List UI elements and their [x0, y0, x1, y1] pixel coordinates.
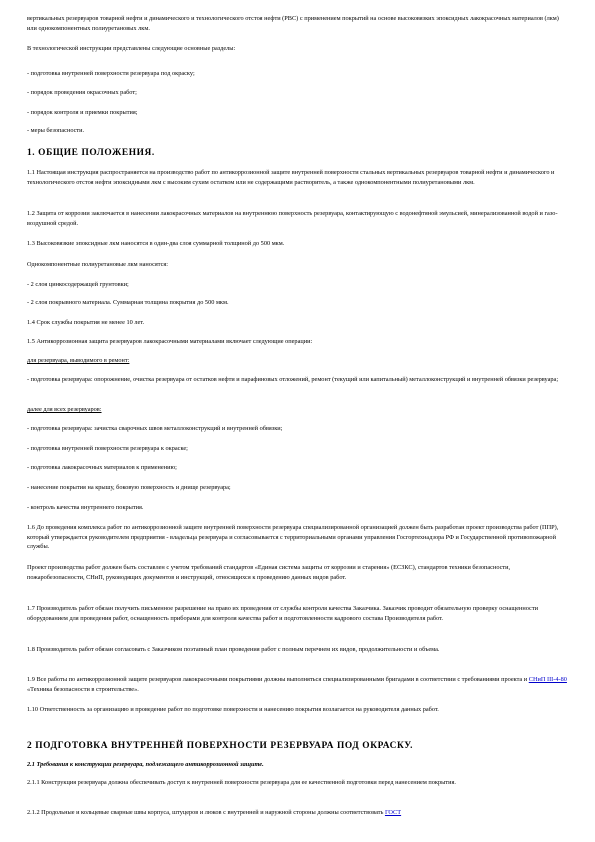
- paragraph-1-5-item-1: - подготовка резервуара: зачистка сварочных швов металлоконструкций и внутренней обвязки;: [27, 425, 283, 432]
- paragraph-1-1: 1.1 Настоящая инструкция распространяется на производство работ по антикоррозионной защите внутренней поверхности стальных вертикальных резервуаров товарной нефти и динамического и технологического отстоя нефти эпоксидными лкм с высоким сухим остатком или не содержащими растворитель, а также однокомпонентными полиуретановыми лкм.: [27, 169, 555, 186]
- paragraph-1-5-item-4: - нанесение покрытия на крышу, боковую поверхность и днище резервуара;: [27, 484, 231, 491]
- paragraph-1-9: [27, 675, 569, 694]
- snip-link[interactable]: СНиП III-4-80: [528, 676, 567, 683]
- paragraph-1-6: 1.6 До проведения комплекса работ по антикоррозионной защите внутренней поверхности резервуара специализированной организацией должен быть разработан проект производства работ (ППР), который утверждается руководителем предприятия - владельца резервуара и согласовывается с территориальными органами управления Госгортехнадзора РФ и Государственной противопожарной службы.: [27, 524, 559, 551]
- paragraph-1-5-item-2: - подготовка внутренней поверхности резервуара к окраске;: [27, 445, 188, 452]
- paragraph-1-5-item-3: - подготовка лакокрасочных материалов к применению;: [27, 464, 177, 471]
- intro-sections-lead: В технологической инструкции представлены следующие основные разделы:: [27, 45, 236, 52]
- paragraph-1-5-repair-item: - подготовка резервуара: опорожнение, очистка резервуара от остатков нефти и парафиновых отложений, ремонт (текущий или капитальный) металлоконструкций и внутренней обвязки резервуара;: [27, 376, 559, 383]
- paragraph-1-8: 1.8 Производитель работ обязан согласовать с Заказчиком поэтапный план проведения работ с полным перечнем их видов, продолжительности и объема.: [27, 646, 440, 653]
- paragraph-1-5-item-5: - контроль качества внутреннего покрытия.: [27, 504, 144, 511]
- subsection-2-1-heading: 2.1 Требования к конструкции резервуара, подлежащего антикоррозионной защите.: [27, 761, 264, 768]
- paragraph-1-6-cont: Проект производства работ должен быть составлен с учетом требований стандартов «Единая система защиты от коррозии и старения» (ЕСЗКС), стандартов техники безопасности, пожаробезопасности, СНиП, руководящих документов и инструкций, относящихся к проведению данных видов работ.: [27, 564, 511, 581]
- paragraph-1-9-tail: «Техника безопасности в строительстве».: [27, 685, 139, 693]
- paragraph-1-3: 1.3 Высоковязкие эпоксидные лкм наносятся в один-два слоя суммарной толщиной до 500 мкм.: [27, 240, 285, 247]
- paragraph-1-5-all-heading: далее для всех резервуаров:: [27, 406, 102, 413]
- paragraph-2-1-2-text: 2.1.2 Продольные и кольцевые сварные швы корпуса, штуцеров и люков с внутренней и наружной стороны должны соответствовать: [27, 809, 385, 816]
- intro-paragraph: вертикальных резервуаров товарной нефти и динамического и технологического отстоя нефти (РВС) с применением покрытий на основе высоковязких эпоксидных лакокрасочных материалов (лкм) или однокомпонентных полиуретановых лкм.: [27, 15, 559, 32]
- intro-bullet-3: - порядок контроля и приемки покрытия;: [27, 109, 138, 116]
- paragraph-1-2: 1.2 Защита от коррозии заключается в нанесении лакокрасочных материалов на внутреннюю поверхность резервуара, контактирующую с водонефтяной эмульсией, минерализованной водой и газо-воздушной средой.: [27, 210, 558, 227]
- paragraph-1-10: 1.10 Ответственность за организацию и проведение работ по подготовке поверхности и нанесению покрытия возлагается на руководителя данных работ.: [27, 706, 439, 713]
- paragraph-1-3-item-2: - 2 слоя покрывного материала. Суммарная толщина покрытия до 500 мкм.: [27, 299, 229, 306]
- paragraph-1-3-item-1: - 2 слоя цинкосодержащей грунтовки;: [27, 281, 129, 288]
- paragraph-1-7: 1.7 Производитель работ обязан получить письменное разрешение на право их проведения от службы контроля качества Заказчика. Заказчик проводит обязательную проверку оснащенности оборудованием для проведения работ, оснащенность приборами для контроля качества работ и подготовленности кадрового состава Производителя работ.: [27, 605, 538, 622]
- section-2-heading: 2 ПОДГОТОВКА ВНУТРЕННЕЙ ПОВЕРХНОСТИ РЕЗЕРВУАРА ПОД ОКРАСКУ.: [27, 741, 414, 751]
- intro-bullet-1: - подготовка внутренней поверхности резервуара под окраску;: [27, 70, 195, 77]
- intro-bullet-2: - порядок проведения окрасочных работ;: [27, 89, 137, 96]
- section-1-heading: 1. ОБЩИЕ ПОЛОЖЕНИЯ.: [27, 148, 155, 158]
- paragraph-1-5-repair-heading: для резервуара, выводимого в ремонт:: [27, 357, 130, 364]
- gost-link[interactable]: ГОСТ: [384, 809, 402, 816]
- paragraph-1-5: 1.5 Антикоррозионная защита резервуаров лакокрасочными материалами включает следующие операции:: [27, 338, 313, 345]
- paragraph-2-1-2: [27, 808, 569, 818]
- paragraph-1-9-text: 1.9 Все работы по антикоррозионной защите резервуаров лакокрасочными покрытиями должны выполняться специализированными бригадами в соответствии с требованиями проекта и: [27, 676, 529, 683]
- intro-bullet-4: - меры безопасности.: [27, 127, 85, 134]
- paragraph-1-4: 1.4 Срок службы покрытия не менее 10 лет.: [27, 319, 145, 326]
- paragraph-1-3-lead: Однокомпонентные полиуретановые лкм наносятся:: [27, 261, 169, 268]
- paragraph-2-1-1: 2.1.1 Конструкция резервуара должна обеспечивать доступ к внутренней поверхности резервуара для ее качественной подготовки перед нанесением покрытия.: [27, 779, 456, 786]
